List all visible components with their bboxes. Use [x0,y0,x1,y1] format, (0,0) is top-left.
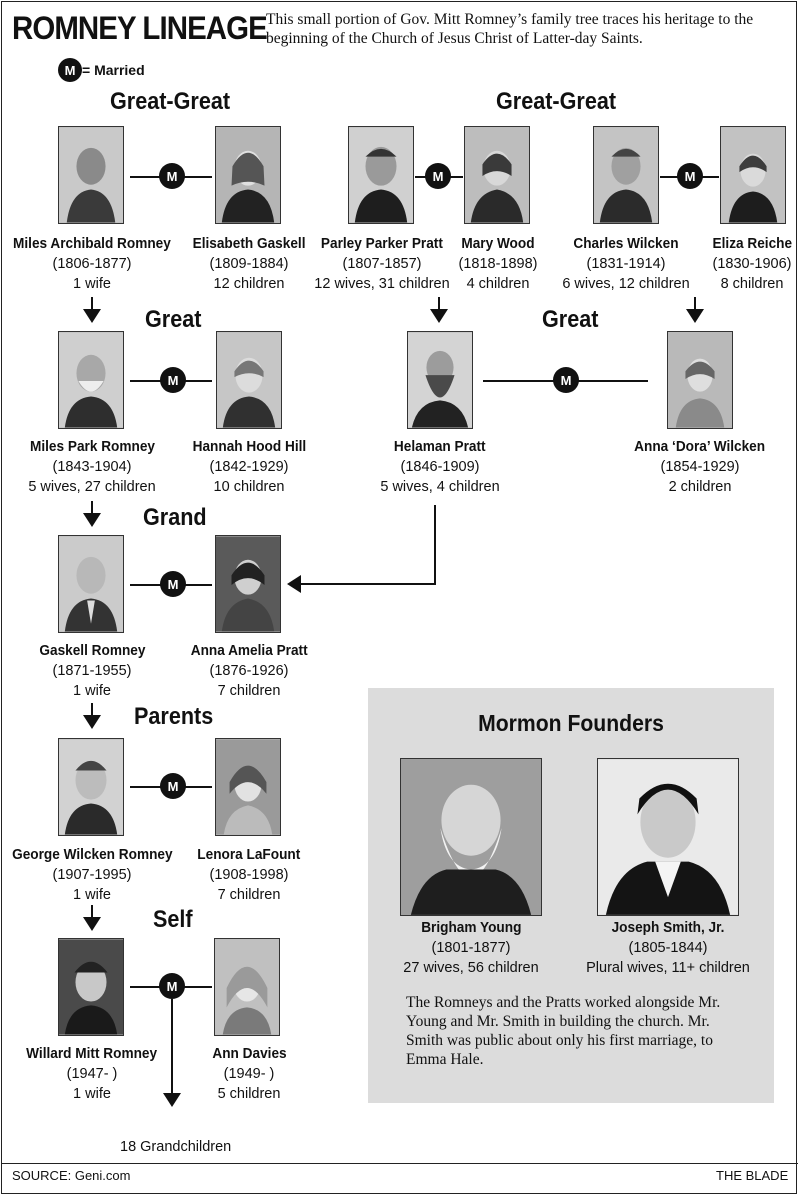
portrait-elisabeth-gaskell [215,126,281,224]
person-years: (1806-1877) [52,256,132,272]
generation-great-right: Great [542,306,599,333]
generation-great-great-right: Great-Great [496,88,617,115]
portrait-icon [668,332,732,428]
portrait-gaskell-romney [58,535,124,633]
person-note: 1 wife [73,1086,111,1102]
intro-text: This small portion of Gov. Mitt Romney’s family tree traces his heritage to the beginning of the Church of Jesus Christ of Latter-day Saints. [266,11,754,47]
source-credit: SOURCE: Geni.com [12,1168,131,1183]
portrait-ann-davies [214,938,280,1036]
person-name: Charles Wilcken [573,236,679,252]
generation-great-great-left: Great-Great [110,88,231,115]
person-years: (1801-1877) [431,940,511,956]
person-note: 27 wives, 56 children [403,960,539,976]
person-note: Plural wives, 11+ children [586,960,750,976]
person-name: Brigham Young [420,920,522,936]
descent-line [438,297,440,309]
person-note: 1 wife [73,887,111,903]
portrait-icon [216,127,280,223]
portrait-helaman-pratt [407,331,473,429]
married-badge-icon: M [160,367,186,393]
publisher-credit: THE BLADE [716,1168,789,1183]
person-years: (1876-1926) [209,663,289,679]
person-name: Willard Mitt Romney [26,1046,158,1062]
arrow-down-icon [430,309,448,323]
arrow-down-icon [83,715,101,729]
generation-parents: Parents [134,703,214,730]
portrait-icon [217,332,281,428]
person-years: (1805-1844) [628,940,708,956]
legend [58,58,145,82]
portrait-icon [721,127,785,223]
founders-note: The Romneys and the Pratts worked alongside Mr. Young and Mr. Smith in building the church. Mr. Smith was public about only his first marriage, to Emma Hale. [406,994,721,1068]
person-hannah-hood-hill [154,437,344,497]
descent-line [91,297,93,309]
person-years: (1843-1904) [52,459,132,475]
person-years: (1949- ) [223,1066,275,1082]
married-badge-icon: M [58,58,82,82]
person-years: (1807-1857) [342,256,422,272]
person-ann-davies [154,1044,344,1104]
person-years: (1947- ) [66,1066,118,1082]
footer-divider [2,1163,798,1164]
person-note: 5 children [217,1086,281,1102]
person-name: Helaman Pratt [394,439,486,455]
legend-label: = Married [82,62,145,78]
portrait-icon [598,759,738,915]
portrait-icon [59,739,123,835]
person-years: (1831-1914) [586,256,666,272]
person-note: 5 wives, 4 children [380,479,500,495]
generation-grand: Grand [143,504,207,531]
portrait-parley-parker-pratt [348,126,414,224]
person-note: 7 children [217,683,281,699]
married-badge-icon: M [425,163,451,189]
person-years: (1854-1929) [660,459,740,475]
portrait-icon [216,536,280,632]
portrait-anna-dora-wilcken [667,331,733,429]
portrait-icon [401,759,541,915]
person-anna-amelia-pratt [154,641,344,701]
portrait-icon [59,536,123,632]
descent-line [434,505,436,585]
portrait-icon [594,127,658,223]
arrow-down-icon [83,917,101,931]
portrait-icon [215,939,279,1035]
person-note: 7 children [217,887,281,903]
arrow-left-icon [287,575,301,593]
portrait-lenora-lafount [215,738,281,836]
person-name: Parley Parker Pratt [321,236,443,252]
portrait-hannah-hood-hill [216,331,282,429]
descent-line [91,703,93,715]
person-name: George Wilcken Romney [11,847,173,863]
portrait-charles-wilcken [593,126,659,224]
portrait-george-wilcken-romney [58,738,124,836]
married-badge-icon: M [160,571,186,597]
descent-line [91,501,93,513]
person-name: Mary Wood [461,236,535,252]
portrait-icon [349,127,413,223]
person-years: (1809-1884) [209,256,289,272]
mormon-founders-panel [368,688,774,1103]
person-note: 1 wife [73,276,111,292]
person-years: (1908-1998) [209,867,289,883]
person-name: Miles Park Romney [29,439,155,455]
person-years: (1846-1909) [400,459,480,475]
descent-line [91,905,93,917]
married-badge-icon: M [677,163,703,189]
person-helaman-pratt [345,437,535,497]
portrait-joseph-smith [597,758,739,916]
married-badge-icon: M [553,367,579,393]
portrait-mary-wood [464,126,530,224]
person-eliza-reiche [657,234,800,294]
grandchildren-count: 18 Grandchildren [120,1139,232,1155]
person-name: Gaskell Romney [38,643,146,659]
portrait-willard-mitt-romney [58,938,124,1036]
portrait-anna-amelia-pratt [215,535,281,633]
portrait-icon [216,739,280,835]
person-note: 6 wives, 12 children [562,276,690,292]
portrait-miles-park-romney [58,331,124,429]
person-note: 2 children [668,479,732,495]
person-note: 4 children [466,276,530,292]
page-title: ROMNEY LINEAGE [12,10,267,46]
married-badge-icon: M [160,773,186,799]
descent-line [300,583,436,585]
portrait-miles-archibald-romney [58,126,124,224]
person-note: 12 children [213,276,285,292]
portrait-brigham-young [400,758,542,916]
married-badge-icon: M [159,973,185,999]
portrait-eliza-reiche [720,126,786,224]
person-brigham-young [376,918,566,978]
person-name: Anna ‘Dora’ Wilcken [634,439,766,455]
arrow-down-icon [83,513,101,527]
person-name: Elisabeth Gaskell [192,236,306,252]
portrait-icon [408,332,472,428]
person-anna-dora-wilcken [605,437,795,497]
person-lenora-lafount [154,845,344,905]
person-joseph-smith [573,918,763,978]
descent-line [694,297,696,309]
person-note: 12 wives, 31 children [314,276,450,292]
arrow-down-icon [686,309,704,323]
married-badge-icon: M [159,163,185,189]
person-note: 10 children [213,479,285,495]
person-name: Joseph Smith, Jr. [611,920,725,936]
person-note: 1 wife [73,683,111,699]
portrait-icon [59,332,123,428]
person-years: (1830-1906) [712,256,792,272]
founders-title: Mormon Founders [478,710,664,736]
person-name: Eliza Reiche [712,236,792,252]
portrait-icon [59,939,123,1035]
person-note: 8 children [720,276,784,292]
person-years: (1871-1955) [52,663,132,679]
portrait-icon [465,127,529,223]
generation-great-left: Great [145,306,202,333]
person-years: (1907-1995) [52,867,132,883]
arrow-down-icon [83,309,101,323]
person-name: Anna Amelia Pratt [190,643,308,659]
generation-self: Self [153,906,193,933]
person-name: Hannah Hood Hill [192,439,306,455]
person-name: Miles Archibald Romney [13,236,171,252]
person-name: Ann Davies [211,1046,287,1062]
person-note: 5 wives, 27 children [28,479,156,495]
portrait-icon [59,127,123,223]
person-years: (1818-1898) [458,256,538,272]
person-years: (1842-1929) [209,459,289,475]
person-name: Lenora LaFount [197,847,301,863]
